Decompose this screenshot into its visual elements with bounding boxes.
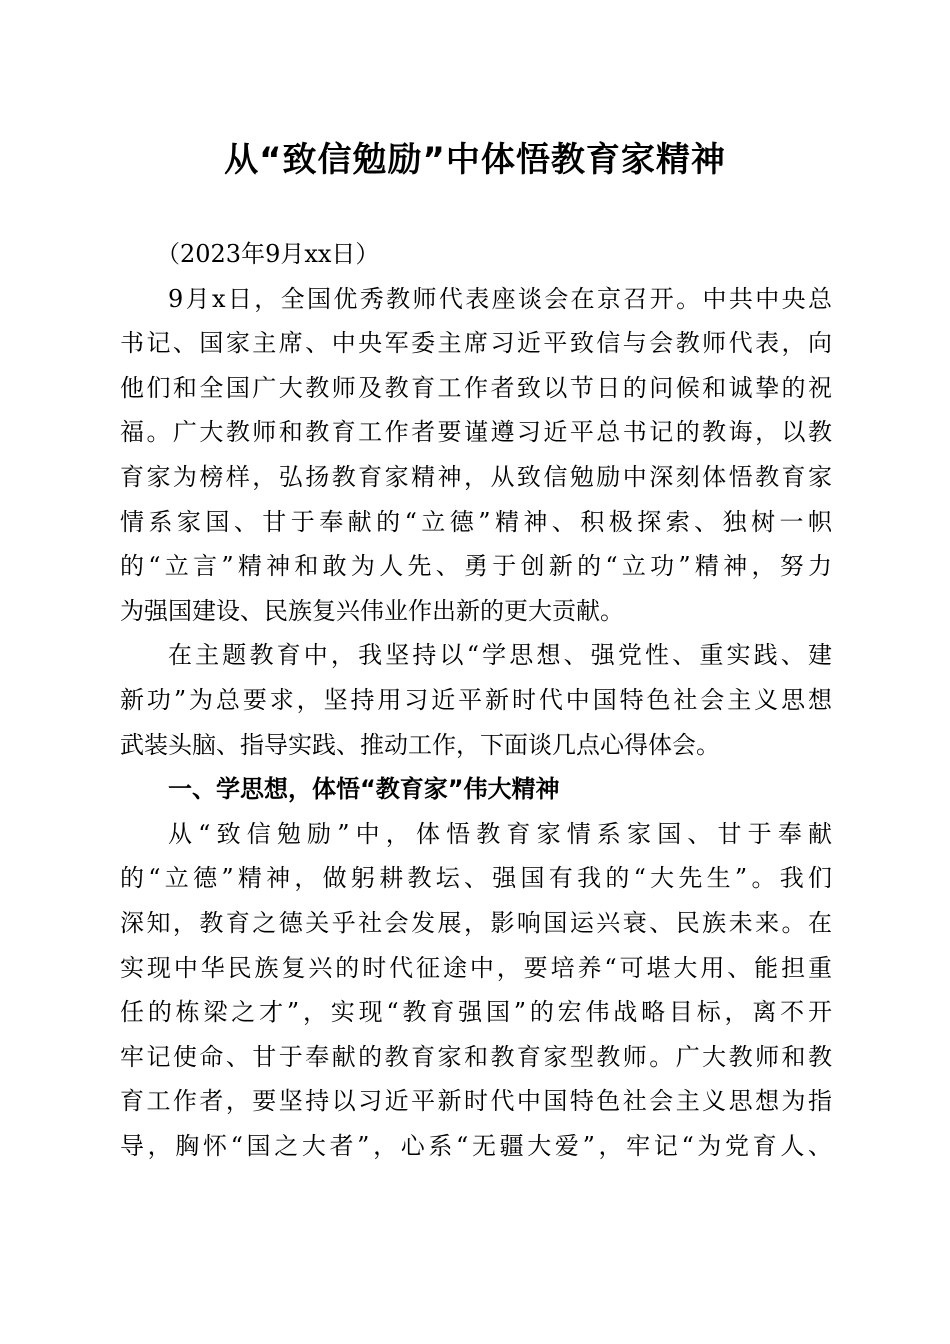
paragraph-line: 新功”为总要求，坚持用习近平新时代中国特色社会主义思想: [120, 685, 832, 714]
paragraph-2: [120, 633, 832, 767]
paragraph-line: 实现中华民族复兴的时代征途中，要培养“可堪大用、能担重: [120, 953, 832, 982]
paragraph-line: 育工作者，要坚持以习近平新时代中国特色社会主义思想为指: [120, 1087, 832, 1116]
paragraph-line: 牢记使命、甘于奉献的教育家和教育家型教师。广大教师和教: [120, 1042, 832, 1071]
paragraph-line: 导，胸怀“国之大者”，心系“无疆大爱”，牢记“为党育人、: [120, 1131, 832, 1160]
paragraph-line: 书记、国家主席、中央军委主席习近平致信与会教师代表，向: [120, 329, 832, 358]
paragraph-line: 情系家国、甘于奉献的“立德”精神、积极探索、独树一帜: [120, 507, 832, 536]
paragraph-line: 武装头脑、指导实践、推动工作，下面谈几点心得体会。: [120, 730, 720, 759]
paragraph-3: [120, 812, 832, 1169]
document-date: （2023年9月xx日）: [156, 240, 380, 268]
document-title: 从“致信勉励”中体悟教育家精神: [224, 140, 726, 180]
paragraph-line: 的“立德”精神，做躬耕教坛、强国有我的“大先生”。我们: [120, 864, 832, 893]
paragraph-line: 的“立言”精神和敢为人先、勇于创新的“立功”精神，努力: [120, 552, 832, 581]
paragraph-line: 为强国建设、民族复兴伟业作出新的更大贡献。: [120, 596, 624, 625]
paragraph-line: 福。广大教师和教育工作者要谨遵习近平总书记的教诲，以教: [120, 418, 832, 447]
paragraph-line: 在主题教育中，我坚持以“学思想、强党性、重实践、建: [168, 641, 832, 670]
paragraph-line: 他们和全国广大教师及教育工作者致以节日的问候和诚挚的祝: [120, 373, 832, 402]
document-body: [120, 232, 832, 1168]
paragraph-line: 从“致信勉励”中，体悟教育家情系家国、甘于奉献: [168, 819, 832, 848]
paragraph-line: 任的栋梁之才”，实现“教育强国”的宏伟战略目标，离不开: [120, 998, 832, 1027]
section-heading: 一、学思想，体悟“教育家”伟大精神: [168, 775, 560, 804]
paragraph-line: 深知，教育之德关乎社会发展，影响国运兴衰、民族未来。在: [120, 908, 832, 937]
paragraph-1: [120, 277, 832, 634]
paragraph-line: 9月x日，全国优秀教师代表座谈会在京召开。中共中央总: [168, 284, 832, 313]
paragraph-line: 育家为榜样，弘扬教育家精神，从致信勉励中深刻体悟教育家: [120, 462, 832, 491]
